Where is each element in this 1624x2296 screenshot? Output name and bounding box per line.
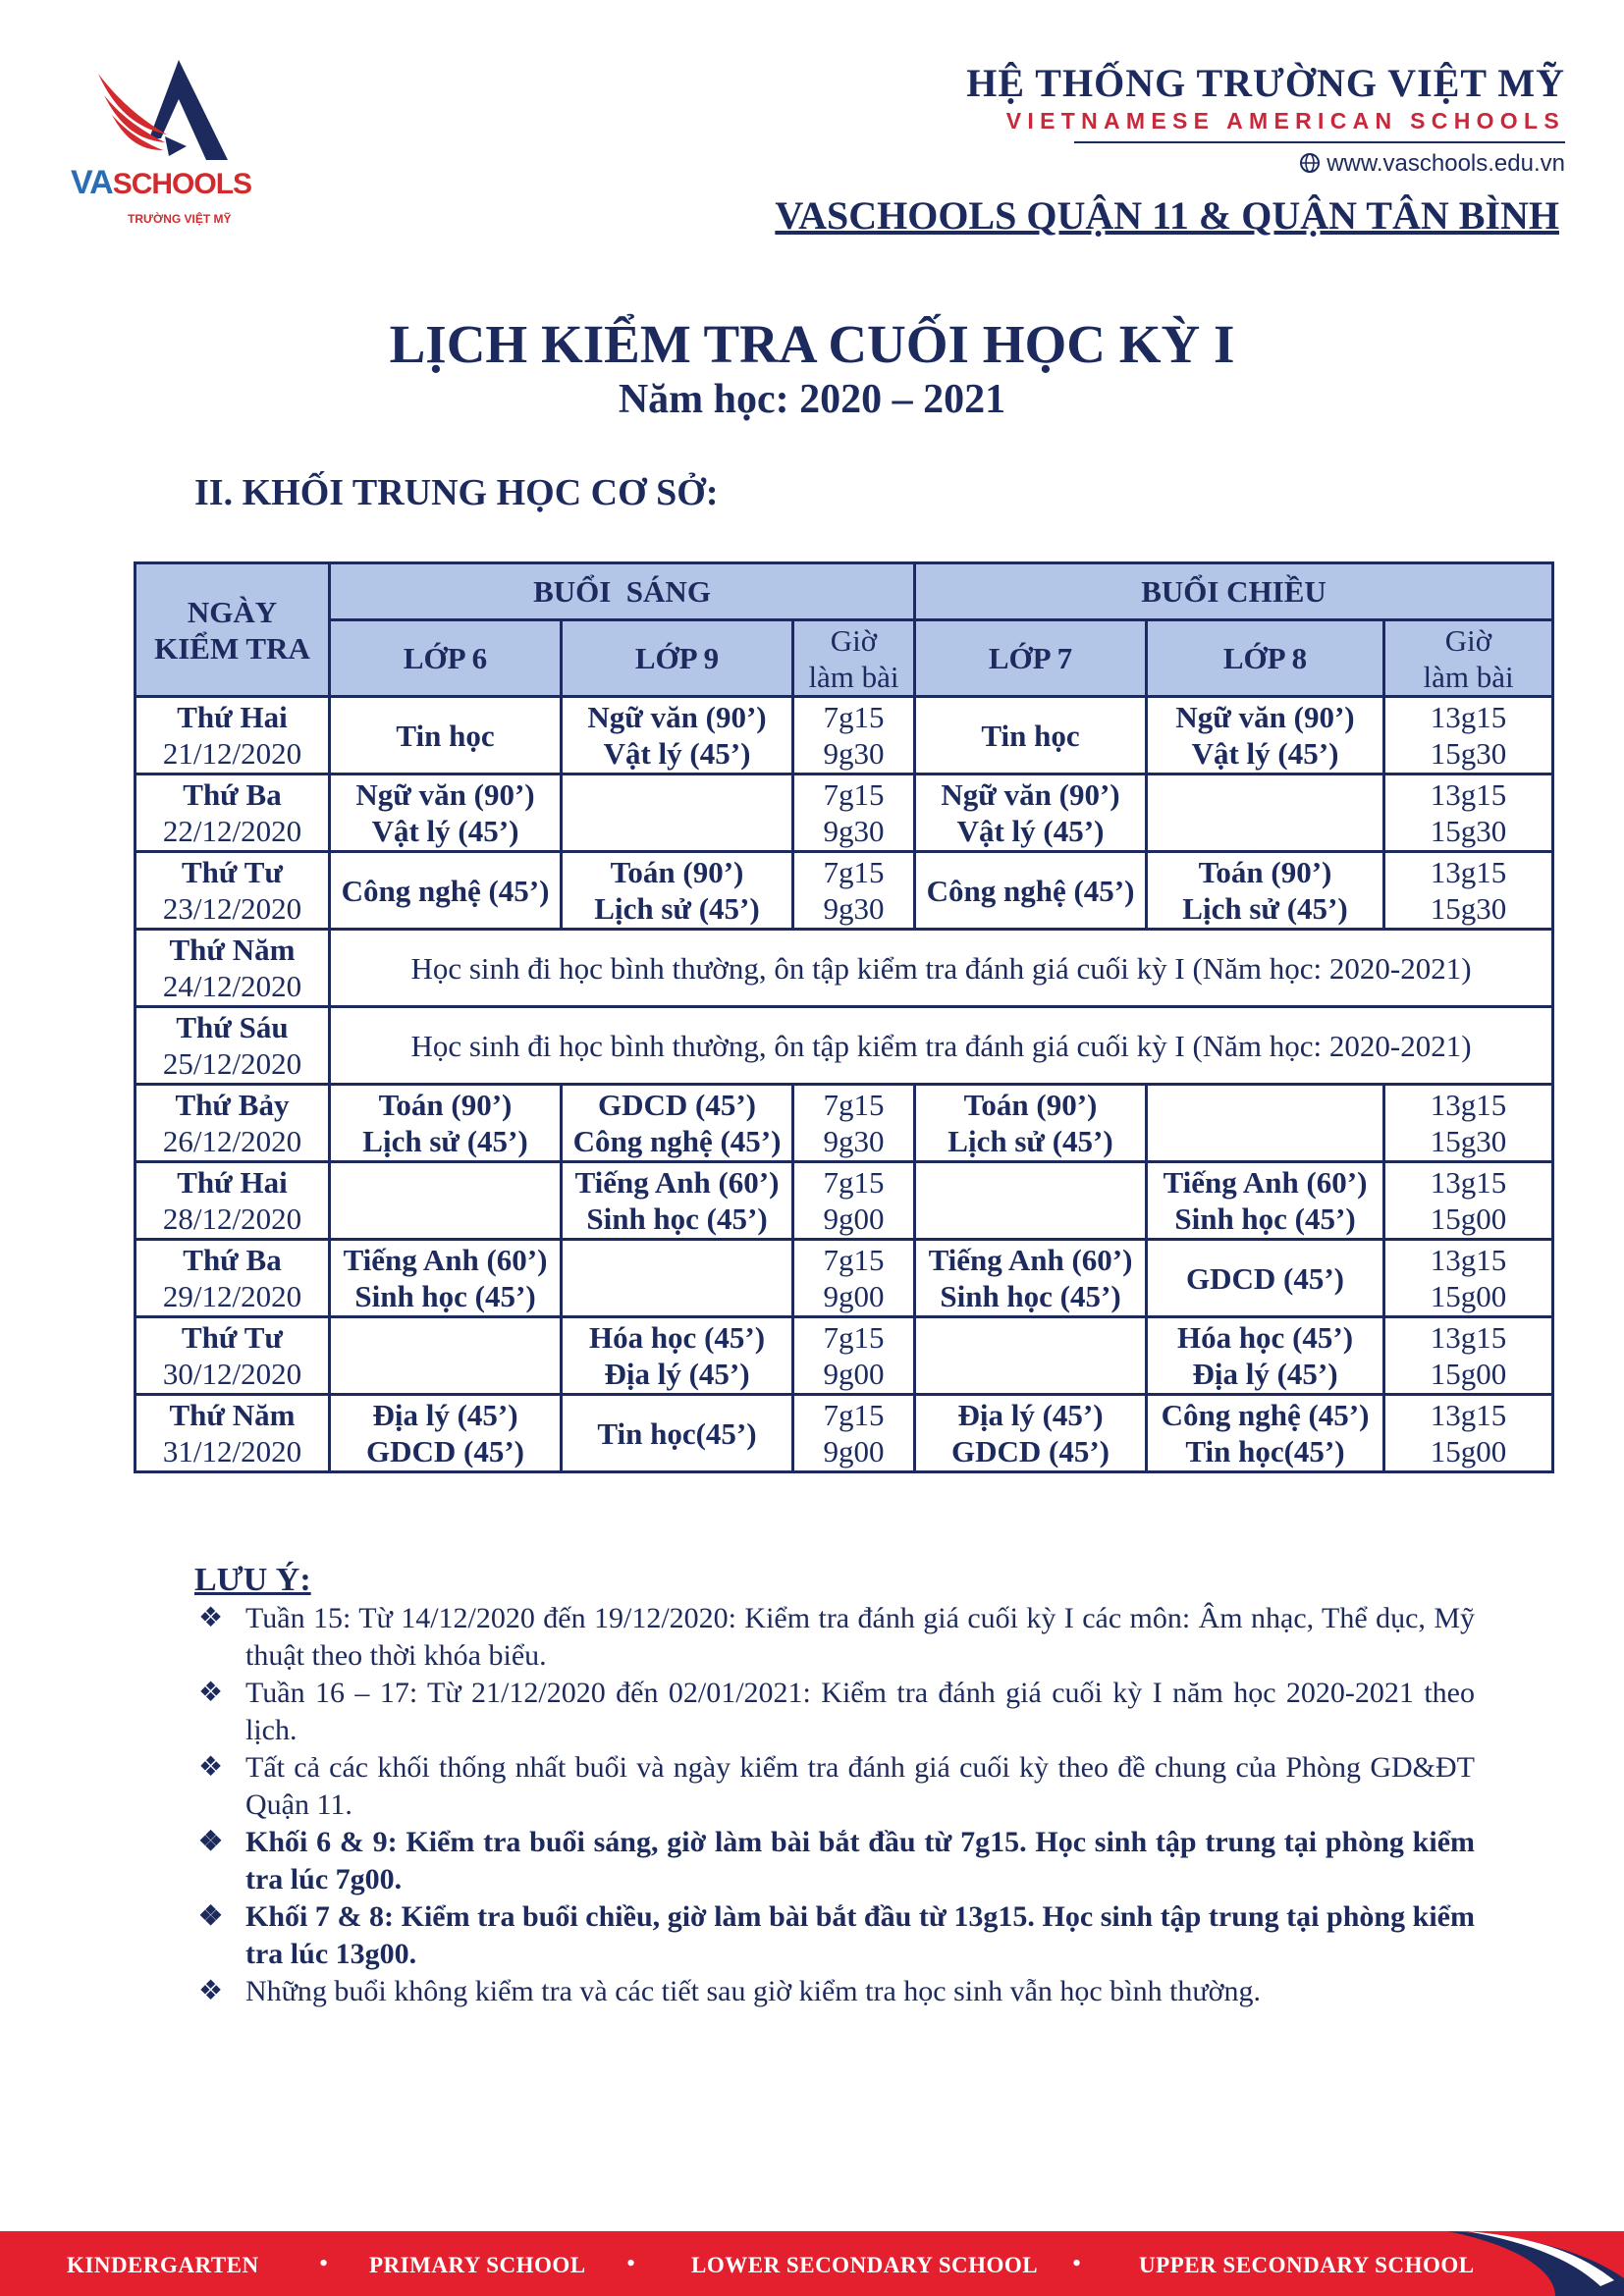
morning-time-cell: [793, 1317, 915, 1395]
branch-name: VASCHOOLS QUẬN 11 & QUẬN TÂN BÌNH: [775, 193, 1559, 238]
lop8-subject-cell-line: GDCD (45’): [1186, 1260, 1344, 1296]
lop8-subject-cell-line: Ngữ văn (90’): [1175, 700, 1355, 734]
morning-time-cell-line: 7g15: [823, 700, 885, 734]
logo-schools: SCHOOLS: [112, 168, 252, 200]
exam-day-cell: [135, 774, 330, 852]
lop8-subject-cell-line: Vật lý (45’): [1191, 736, 1339, 771]
logo-wordmark: [71, 164, 251, 202]
lop9-subject-cell-line: Hóa học (45’): [588, 1320, 766, 1355]
table-row: [135, 1162, 1553, 1240]
table-row: [135, 1007, 1553, 1085]
lop7-subject-cell-line: Công nghệ (45’): [926, 873, 1135, 908]
footer-item-primary[interactable]: PRIMARY SCHOOL: [369, 2253, 586, 2277]
exam-date: 28/12/2020: [162, 1201, 302, 1236]
bullet-icon: ❖: [198, 1901, 224, 1932]
afternoon-time-cell: [1384, 1162, 1553, 1240]
header-afternoon: BUỔI CHIỀU: [915, 563, 1553, 620]
footer-item-lower-secondary[interactable]: LOWER SECONDARY SCHOOL: [691, 2253, 1039, 2277]
lop9-subject-cell: [562, 1395, 793, 1472]
exam-day-name: Thứ Hai: [177, 700, 288, 734]
lop7-subject-cell: [915, 1162, 1147, 1240]
lop9-subject-cell-line: Toán (90’): [610, 855, 744, 889]
exam-date: 29/12/2020: [162, 1279, 302, 1313]
morning-time-cell: [793, 1240, 915, 1317]
lop7-subject-cell-line: Tiếng Anh (60’): [928, 1243, 1133, 1277]
footer-separator: •: [319, 2249, 329, 2277]
lop9-subject-cell: [562, 1240, 793, 1317]
lop8-subject-cell: [1147, 1162, 1384, 1240]
exam-date: 23/12/2020: [162, 891, 302, 926]
afternoon-time-cell-line: 15g30: [1430, 1124, 1507, 1158]
exam-day-cell: [135, 1162, 330, 1240]
lop7-subject-cell-line: Vật lý (45’): [956, 814, 1105, 848]
footer-separator: •: [1072, 2249, 1082, 2277]
lop8-subject-cell-line: Công nghệ (45’): [1161, 1398, 1370, 1432]
exam-date: 22/12/2020: [162, 814, 302, 848]
table-row: [135, 930, 1553, 1007]
afternoon-time-cell-line: 13g15: [1430, 1243, 1507, 1277]
lop6-subject-cell: [330, 1162, 562, 1240]
lop7-subject-cell: [915, 1317, 1147, 1395]
school-year: Năm học: 2020 – 2021: [618, 377, 1006, 422]
afternoon-time-cell: [1384, 852, 1553, 930]
morning-time-cell-line: 9g00: [823, 1434, 885, 1468]
afternoon-time-cell-line: 15g00: [1430, 1201, 1507, 1236]
note-text: Tuần 16 – 17: Từ 21/12/2020 đến 02/01/2021: Kiểm tra đánh giá cuối kỳ I năm học 2020-2021 theo lịch.: [245, 1677, 1475, 1746]
afternoon-time-cell: [1384, 1240, 1553, 1317]
bullet-icon: ❖: [198, 1678, 224, 1708]
exam-date: 24/12/2020: [162, 969, 302, 1003]
morning-time-cell-line: 7g15: [823, 1165, 885, 1200]
morning-time-cell: [793, 1395, 915, 1472]
review-note-cell: Học sinh đi học bình thường, ôn tập kiểm tra đánh giá cuối kỳ I (Năm học: 2020-2021): [330, 1007, 1553, 1085]
schedule-body: [135, 697, 1553, 1472]
table-row: [135, 852, 1553, 930]
footer-separator: •: [626, 2249, 636, 2277]
afternoon-time-cell: [1384, 1317, 1553, 1395]
exam-date: 30/12/2020: [162, 1357, 302, 1391]
header-time-am-line1: Giờ: [830, 622, 878, 658]
lop7-subject-cell: [915, 1240, 1147, 1317]
morning-time-cell-line: 7g15: [823, 777, 885, 812]
table-row: [135, 697, 1553, 774]
exam-day-cell: [135, 852, 330, 930]
lop7-subject-cell: [915, 697, 1147, 774]
website-url: www.vaschools.edu.vn: [1326, 150, 1565, 177]
afternoon-time-cell-line: 13g15: [1430, 1165, 1507, 1200]
header-lop7: LỚP 7: [915, 620, 1147, 697]
note-item: [194, 1973, 1475, 2010]
morning-time-cell-line: 9g30: [823, 814, 885, 848]
school-logo: [71, 54, 287, 231]
lop9-subject-cell: [562, 1162, 793, 1240]
morning-time-cell: [793, 1162, 915, 1240]
morning-time-cell: [793, 697, 915, 774]
afternoon-time-cell-line: 13g15: [1430, 1398, 1507, 1432]
exam-schedule-table: [134, 561, 1554, 1473]
afternoon-time-cell-line: 15g30: [1430, 891, 1507, 926]
lop8-subject-cell-line: Tin học(45’): [1185, 1434, 1345, 1468]
lop7-subject-cell-line: Tin học: [981, 718, 1080, 753]
header-exam-date-line1: NGÀY: [187, 594, 278, 629]
lop6-subject-cell-line: Tiếng Anh (60’): [343, 1243, 548, 1277]
lop9-subject-cell: [562, 1085, 793, 1162]
note-item: [194, 1675, 1475, 1749]
afternoon-time-cell-line: 13g15: [1430, 855, 1507, 889]
exam-day-name: Thứ Tư: [182, 855, 283, 889]
lop6-subject-cell: [330, 774, 562, 852]
lop8-subject-cell: [1147, 1240, 1384, 1317]
table-row: [135, 1085, 1553, 1162]
note-item: [194, 1600, 1475, 1675]
exam-day-name: Thứ Sáu: [176, 1010, 289, 1044]
header-time-pm: [1384, 620, 1553, 697]
note-text: Khối 7 & 8: Kiểm tra buổi chiều, giờ làm bài bắt đầu từ 13g15. Học sinh tập trung tại phòng kiểm tra lúc 13g00.: [245, 1900, 1475, 1970]
lop6-subject-cell-line: Địa lý (45’): [372, 1398, 518, 1432]
header-lop9: LỚP 9: [562, 620, 793, 697]
lop9-subject-cell-line: Tiếng Anh (60’): [574, 1165, 780, 1200]
lop9-subject-cell: [562, 697, 793, 774]
morning-time-cell-line: 7g15: [823, 1088, 885, 1122]
lop7-subject-cell: [915, 774, 1147, 852]
footer-bar: [0, 2231, 1624, 2296]
morning-time-cell-line: 7g15: [823, 855, 885, 889]
lop8-subject-cell: [1147, 1317, 1384, 1395]
bullet-icon: ❖: [198, 1976, 224, 2006]
lop7-subject-cell-line: Sinh học (45’): [940, 1279, 1121, 1313]
notes-list: [194, 1600, 1475, 2010]
note-item: [194, 1749, 1475, 1824]
afternoon-time-cell-line: 13g15: [1430, 1320, 1507, 1355]
logo-subtitle: TRƯỜNG VIỆT MỸ: [128, 212, 232, 226]
note-text: Tuần 15: Từ 14/12/2020 đến 19/12/2020: Kiểm tra đánh giá cuối kỳ I các môn: Âm nhạc, Thể dục, Mỹ thuật theo thời khóa biểu.: [245, 1602, 1475, 1672]
lop8-subject-cell: [1147, 1085, 1384, 1162]
footer-items: [0, 2231, 1624, 2296]
afternoon-time-cell: [1384, 1395, 1553, 1472]
lop6-subject-cell: [330, 1085, 562, 1162]
exam-date: 25/12/2020: [162, 1046, 302, 1081]
lop7-subject-cell-line: GDCD (45’): [951, 1434, 1110, 1468]
lop6-subject-cell-line: Vật lý (45’): [371, 814, 519, 848]
footer-item-kindergarten[interactable]: KINDERGARTEN: [67, 2253, 259, 2277]
lop9-subject-cell-line: Tin học(45’): [597, 1415, 757, 1451]
note-text: Những buổi không kiểm tra và các tiết sau giờ kiểm tra học sinh vẫn học bình thường.: [245, 1975, 1262, 2007]
section-heading: II. KHỐI TRUNG HỌC CƠ SỞ:: [194, 472, 719, 513]
brand-name-vi: HỆ THỐNG TRƯỜNG VIỆT MỸ: [966, 61, 1565, 105]
lop6-subject-cell: [330, 1240, 562, 1317]
website[interactable]: [937, 149, 1565, 179]
note-text: Tất cả các khối thống nhất buổi và ngày kiểm tra đánh giá cuối kỳ theo đề chung của Phòng GD&ĐT Quận 11.: [245, 1751, 1475, 1821]
lop9-subject-cell: [562, 774, 793, 852]
brand-name-en: VIETNAMESE AMERICAN SCHOOLS: [1005, 108, 1565, 133]
eagle-logo-icon: [71, 54, 287, 172]
exam-date: 21/12/2020: [162, 736, 302, 771]
table-row: [135, 1240, 1553, 1317]
lop6-subject-cell-line: Sinh học (45’): [354, 1279, 536, 1313]
exam-day-name: Thứ Ba: [183, 1243, 282, 1277]
note-text: Khối 6 & 9: Kiểm tra buổi sáng, giờ làm bài bắt đầu từ 7g15. Học sinh tập trung tại phòng kiểm tra lúc 7g00.: [245, 1826, 1475, 1896]
afternoon-time-cell: [1384, 774, 1553, 852]
afternoon-time-cell-line: 15g30: [1430, 736, 1507, 771]
lop9-subject-cell-line: Lịch sử (45’): [594, 891, 760, 926]
afternoon-time-cell: [1384, 697, 1553, 774]
table-row: [135, 1317, 1553, 1395]
header-time-am: [793, 620, 915, 697]
exam-date: 26/12/2020: [162, 1124, 302, 1158]
morning-time-cell: [793, 1085, 915, 1162]
lop8-subject-cell: [1147, 1395, 1384, 1472]
brand-block: [937, 61, 1565, 179]
afternoon-time-cell-line: 15g00: [1430, 1357, 1507, 1391]
exam-day-cell: [135, 1395, 330, 1472]
morning-time-cell-line: 7g15: [823, 1320, 885, 1355]
logo-va: VA: [71, 164, 113, 201]
morning-time-cell-line: 9g30: [823, 1124, 885, 1158]
lop7-subject-cell-line: Ngữ văn (90’): [941, 777, 1120, 812]
header-exam-date-line2: KIỂM TRA: [154, 630, 310, 666]
afternoon-time-cell: [1384, 1085, 1553, 1162]
header-time-pm-line1: Giờ: [1444, 622, 1492, 658]
lop7-subject-cell-line: Toán (90’): [963, 1088, 1098, 1122]
exam-day-name: Thứ Năm: [169, 933, 296, 967]
lop6-subject-cell-line: Ngữ văn (90’): [355, 777, 535, 812]
lop7-subject-cell-line: Địa lý (45’): [957, 1398, 1104, 1432]
lop8-subject-cell-line: Toán (90’): [1198, 855, 1332, 889]
lop8-subject-cell-line: Sinh học (45’): [1174, 1201, 1356, 1236]
morning-time-cell-line: 7g15: [823, 1243, 885, 1277]
morning-time-cell-line: 9g30: [823, 891, 885, 926]
exam-day-cell: [135, 697, 330, 774]
exam-day-name: Thứ Hai: [177, 1165, 288, 1200]
lop8-subject-cell-line: Hóa học (45’): [1176, 1320, 1354, 1355]
lop6-subject-cell: [330, 697, 562, 774]
morning-time-cell-line: 9g00: [823, 1357, 885, 1391]
table-row: [135, 774, 1553, 852]
page-title: LỊCH KIỂM TRA CUỐI HỌC KỲ I: [389, 314, 1235, 374]
lop6-subject-cell-line: Lịch sử (45’): [362, 1124, 528, 1158]
lop8-subject-cell-line: Địa lý (45’): [1192, 1357, 1338, 1391]
notes-section: [194, 1561, 1475, 2010]
morning-time-cell: [793, 774, 915, 852]
lop9-subject-cell-line: Địa lý (45’): [604, 1357, 750, 1391]
footer-item-upper-secondary[interactable]: UPPER SECONDARY SCHOOL: [1139, 2253, 1475, 2277]
bullet-icon: ❖: [198, 1827, 224, 1857]
bullet-icon: ❖: [198, 1603, 224, 1633]
lop8-subject-cell-line: Lịch sử (45’): [1182, 891, 1348, 926]
notes-title: LƯU Ý:: [194, 1562, 311, 1598]
exam-day-name: Thứ Tư: [182, 1320, 283, 1355]
header-morning: BUỔI SÁNG: [330, 563, 915, 620]
header-lop8: LỚP 8: [1147, 620, 1384, 697]
header-exam-date: [135, 563, 330, 697]
exam-day-cell: [135, 1085, 330, 1162]
lop7-subject-cell: [915, 1085, 1147, 1162]
lop6-subject-cell-line: Tin học: [396, 718, 495, 753]
header-lop6: LỚP 6: [330, 620, 562, 697]
exam-day-cell: [135, 1240, 330, 1317]
lop6-subject-cell-line: Công nghệ (45’): [341, 873, 550, 908]
exam-day-cell: [135, 1317, 330, 1395]
note-item: [194, 1824, 1475, 1898]
globe-icon: [1299, 152, 1321, 174]
morning-time-cell-line: 9g00: [823, 1279, 885, 1313]
lop9-subject-cell-line: Công nghệ (45’): [572, 1124, 782, 1158]
brand-divider: [1074, 141, 1565, 143]
note-item: [194, 1898, 1475, 1973]
lop7-subject-cell: [915, 1395, 1147, 1472]
exam-day-name: Thứ Bảy: [175, 1088, 290, 1122]
bullet-icon: ❖: [198, 1752, 224, 1783]
lop8-subject-cell: [1147, 852, 1384, 930]
lop6-subject-cell: [330, 852, 562, 930]
afternoon-time-cell-line: 15g30: [1430, 814, 1507, 848]
afternoon-time-cell-line: 15g00: [1430, 1279, 1507, 1313]
lop9-subject-cell: [562, 1317, 793, 1395]
afternoon-time-cell-line: 13g15: [1430, 700, 1507, 734]
afternoon-time-cell-line: 15g00: [1430, 1434, 1507, 1468]
table-row: [135, 1395, 1553, 1472]
lop6-subject-cell: [330, 1317, 562, 1395]
afternoon-time-cell-line: 13g15: [1430, 777, 1507, 812]
lop6-subject-cell-line: GDCD (45’): [366, 1434, 524, 1468]
header-time-am-line2: làm bài: [808, 659, 899, 694]
lop8-subject-cell: [1147, 774, 1384, 852]
lop8-subject-cell-line: Tiếng Anh (60’): [1163, 1165, 1368, 1200]
lop6-subject-cell-line: Toán (90’): [378, 1088, 513, 1122]
exam-day-cell: [135, 1007, 330, 1085]
lop9-subject-cell-line: Vật lý (45’): [603, 736, 751, 771]
lop7-subject-cell-line: Lịch sử (45’): [947, 1124, 1113, 1158]
lop9-subject-cell: [562, 852, 793, 930]
morning-time-cell-line: 7g15: [823, 1398, 885, 1432]
afternoon-time-cell-line: 13g15: [1430, 1088, 1507, 1122]
exam-date: 31/12/2020: [162, 1434, 302, 1468]
header-time-pm-line2: làm bài: [1423, 659, 1514, 694]
lop9-subject-cell-line: Ngữ văn (90’): [587, 700, 767, 734]
lop9-subject-cell-line: GDCD (45’): [598, 1088, 756, 1122]
morning-time-cell: [793, 852, 915, 930]
morning-time-cell-line: 9g00: [823, 1201, 885, 1236]
exam-day-name: Thứ Ba: [183, 777, 282, 812]
morning-time-cell-line: 9g30: [823, 736, 885, 771]
exam-day-cell: [135, 930, 330, 1007]
lop7-subject-cell: [915, 852, 1147, 930]
lop6-subject-cell: [330, 1395, 562, 1472]
lop9-subject-cell-line: Sinh học (45’): [586, 1201, 768, 1236]
review-note-cell: Học sinh đi học bình thường, ôn tập kiểm tra đánh giá cuối kỳ I (Năm học: 2020-2021): [330, 930, 1553, 1007]
exam-day-name: Thứ Năm: [169, 1398, 296, 1432]
lop8-subject-cell: [1147, 697, 1384, 774]
